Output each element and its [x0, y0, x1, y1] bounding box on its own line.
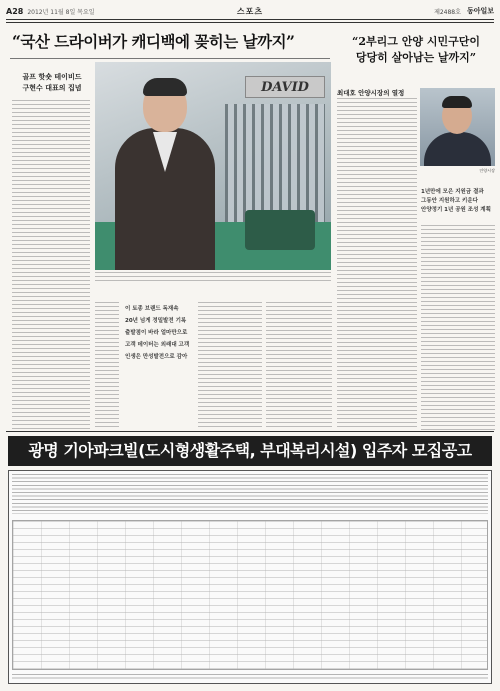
main-body-col3	[198, 302, 262, 430]
pull-line: 이 토종 브랜드 독재속	[125, 306, 179, 312]
page-header	[6, 4, 494, 18]
side-headline	[337, 34, 495, 66]
issue-date: 2012년 11월 8일 목요일	[27, 8, 95, 16]
mayor-photo	[420, 88, 495, 166]
page-number: A28	[6, 6, 24, 16]
ad-table	[12, 520, 488, 670]
ad-title: 광명 기아파크빌(도시형생활주택, 부대복리시설) 입주자 모집공고	[8, 436, 492, 466]
pull-line: 20년 넘게 정밀발전 기록	[125, 318, 187, 324]
mayor-photo-caption: 안양시장	[479, 168, 495, 173]
headline-divider	[10, 58, 330, 59]
person-figure	[115, 80, 215, 270]
side-pull-quote	[421, 188, 497, 215]
main-kicker-title: 골프 핫숏 테이비드	[22, 73, 82, 81]
main-body-col1	[12, 100, 90, 430]
newspaper-brand: 동아일보	[466, 6, 494, 15]
side-body-col2	[421, 225, 495, 430]
side-headline-line2: 당당히 살아남는 날까지”	[355, 51, 477, 64]
photo-device	[245, 210, 315, 250]
main-pull-quote	[125, 303, 195, 363]
main-headline: “국산 드라이버가 캐디백에 꽂히는 날까지”	[12, 32, 295, 51]
golf-clubs-graphic	[225, 104, 325, 224]
golf-bag-logo: DAVID	[245, 76, 325, 98]
pull-line: 출발점이 바라 얼마만으로	[125, 330, 188, 336]
pull-line: 인생은 만성발전으로 감아	[125, 354, 188, 360]
main-photo	[95, 62, 331, 270]
issue-number: 제2488호	[434, 8, 461, 16]
side-headline-line1: “2부리그 안양 시민구단이	[352, 35, 480, 48]
pull-line: 그동안 지원하고 키운다	[421, 198, 478, 204]
pull-line: 1년만에 모은 지원금 결과	[421, 189, 484, 195]
pull-line: 안양정기 1년 공원 조성 계획	[421, 207, 491, 213]
main-kicker	[12, 72, 92, 94]
main-body-col2a	[95, 302, 119, 430]
ad-notes	[12, 474, 488, 514]
ad-footer	[12, 674, 488, 680]
side-body-col1	[337, 98, 417, 428]
side-kicker: 최대호 안양시장의 열정	[337, 89, 405, 97]
photo-caption	[95, 272, 331, 284]
header-rule	[6, 19, 494, 20]
main-kicker-name: 구현수 대표의 집념	[22, 84, 82, 92]
main-body-col4	[266, 302, 332, 430]
ad-separator	[6, 431, 494, 432]
header-rule-thin	[6, 22, 494, 23]
pull-line: 고객 데이터는 외래대 고객	[125, 342, 190, 348]
section-title: 스포츠	[236, 6, 264, 16]
